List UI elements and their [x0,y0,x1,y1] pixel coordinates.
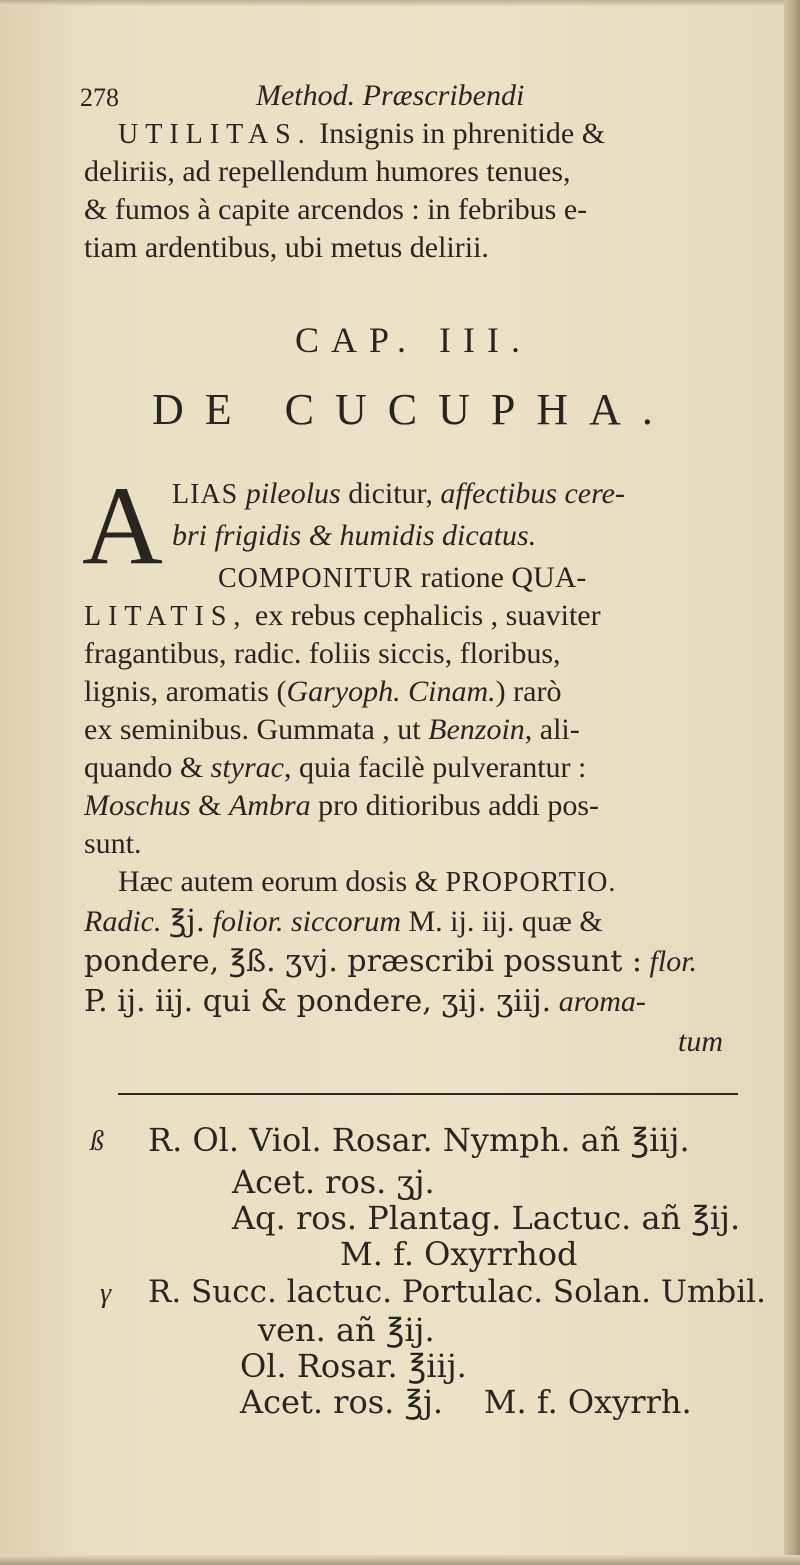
componitur-ambra: Ambra [229,789,311,822]
running-title: Method. Præscribendi [256,79,525,112]
componitur-line-5-b: , ali- [524,713,580,746]
recipe-5-mark: γ [100,1278,112,1309]
componitur-line-1-rest: ratione QUA- [420,561,587,594]
recipe-7-line: Ol. Rosar. ℥iij. [240,1347,467,1385]
page-spine-shadow [784,0,800,1565]
chapter-number: CAP. III. [295,320,533,360]
proportio-label: PROPORTIO. [445,867,617,898]
page-top-edge [0,0,800,6]
alias-lias: LIAS [172,479,239,510]
proportio-flor: flor. [649,945,698,978]
componitur-line-2-rest: ex rebus cephalicis , suaviter [254,599,601,632]
componitur-line-4 [84,674,561,710]
proportio-line-2-d: M. ij. iij. quæ & [408,905,603,938]
proportio-line-1-a: Hæc autem eorum dosis & [118,865,438,898]
utilitas-line-3: & fumos à capite arcendos : in febribus e- [84,193,588,226]
componitur-line-6-italic: styrac [210,751,284,784]
componitur-line-6-b: , quia facilè pulverantur : [283,751,587,784]
componitur-and: & [198,789,222,822]
componitur-moschus: Moschus [84,789,191,822]
alias-line-1 [172,476,625,513]
proportio-line-2 [84,904,603,940]
componitur-line-6-a: quando & [84,751,204,784]
proportio-line-1 [118,864,616,901]
componitur-line-7 [84,788,599,824]
componitur-line-5 [84,712,580,748]
recipe-6-line: ven. añ ℥ij. [258,1311,435,1349]
componitur-line-5-a: ex seminibus. Gummata , ut [84,713,421,746]
proportio-radic: Radic. [84,905,162,938]
componitur-line-4-b: ) rarò [495,675,562,708]
recipe-8-line: Acet. ros. ℥j. M. f. Oxyrrh. [240,1383,692,1421]
componitur-line-8: sunt. [84,827,142,860]
proportio-line-3 [84,944,697,980]
drop-cap: A [82,464,163,588]
recipe-3-line: Aq. ros. Plantag. Lactuc. añ ℥ij. [232,1199,741,1237]
componitur-line-3: fragantibus, radic. foliis siccis, floribus, [84,637,561,670]
page-number: 278 [80,83,119,112]
proportio-line-4-text: P. ij. iij. qui & pondere, ʒij. ʒiij. [84,984,552,1019]
componitur-line-1 [218,560,586,597]
recipe-1-mark: ß [90,1126,104,1157]
recipe-2-line: Acet. ros. ʒj. [232,1163,435,1201]
page-bottom-edge [0,1555,800,1565]
componitur-line-4-italic: Garyoph. Cinam. [286,675,496,708]
proportio-ounce: ℥j. [168,904,206,939]
proportio-line-4 [84,984,646,1020]
alias-line-2: bri frigidis & humidis dicatus. [172,519,537,552]
utilitas-text-1: Insignis in phrenitide & [319,117,606,150]
proportio-aroma: aroma- [558,985,646,1018]
recipe-4-line: M. f. Oxyrrhod [340,1235,578,1273]
recipe-1-line: R. Ol. Viol. Rosar. Nymph. añ ℥iij. [148,1121,690,1159]
chapter-title: DE CUCUPHA. [152,385,674,434]
componitur-line-2 [84,598,601,635]
componitur-line-4-a: lignis, aromatis ( [84,675,287,708]
proportio-line-5: tum [678,1025,723,1058]
alias-pileolus: pileolus [245,477,341,510]
componitur-qualitatis: LITATIS, [84,601,248,632]
componitur-label: COMPONITUR [218,563,414,594]
proportio-line-3-text: pondere, ℥ß. ʒvj. præscribi possunt : [84,944,643,979]
utilitas-line-2: deliriis, ad repellendum humores tenues, [84,155,571,188]
componitur-line-6 [84,750,586,786]
proportio-folior: folior. siccorum [212,905,401,938]
alias-dicitur: dicitur, [348,477,433,510]
utilitas-label: UTILITAS. [118,119,312,150]
utilitas-line-1 [118,116,605,153]
componitur-line-5-italic: Benzoin [428,713,525,746]
utilitas-line-4: tiam ardentibus, ubi metus delirii. [84,231,489,264]
recipe-5-line: R. Succ. lactuc. Portulac. Solan. Umbil. [148,1274,766,1310]
componitur-line-7-rest: pro ditioribus addi pos- [318,789,599,822]
handwritten-rule [118,1093,738,1095]
alias-affectibus: affectibus cere- [440,477,625,510]
